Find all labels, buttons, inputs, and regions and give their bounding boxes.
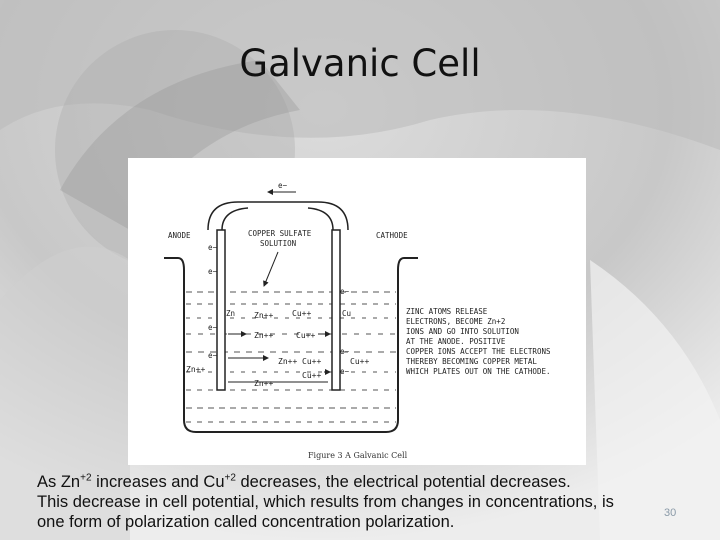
note-line: AT THE ANODE. POSITIVE xyxy=(406,337,506,346)
explanatory-note xyxy=(406,307,551,376)
anode-label: ANODE xyxy=(168,231,191,240)
copper-ion: Cu++ xyxy=(302,357,322,366)
copper-ion: Cu++ xyxy=(296,331,316,340)
figure-caption: Figure 3 A Galvanic Cell xyxy=(308,451,408,460)
electron-label: e− xyxy=(340,347,350,356)
note-line: COPPER IONS ACCEPT THE ELECTRONS xyxy=(406,347,551,356)
solution-label-line1: COPPER SULFATE xyxy=(248,229,312,238)
note-line: WHICH PLATES OUT ON THE CATHODE. xyxy=(406,367,551,376)
electron-label: e− xyxy=(340,287,350,296)
note-line: THEREBY BECOMING COPPER METAL xyxy=(406,357,537,366)
body-superscript: +2 xyxy=(80,472,92,484)
zinc-ion: Zn++ xyxy=(186,365,206,374)
body-text-fragment: As Zn xyxy=(37,473,81,491)
galvanic-cell-diagram xyxy=(128,158,586,465)
electron-label: e− xyxy=(208,267,218,276)
zinc-ion: Zn++ xyxy=(278,357,298,366)
galvanic-cell-figure xyxy=(128,158,586,465)
note-line: ELECTRONS, BECOME Zn+2 xyxy=(406,317,506,326)
copper-ion: Cu++ xyxy=(302,371,322,380)
external-wire xyxy=(208,202,348,230)
beaker-outline xyxy=(164,258,418,432)
electron-label: e− xyxy=(340,367,350,376)
copper-ion: Cu++ xyxy=(292,309,312,318)
body-superscript: +2 xyxy=(224,472,236,484)
slide-body-text xyxy=(37,472,677,532)
zinc-electrode xyxy=(217,230,225,390)
zn-electrode-label: Zn xyxy=(226,309,236,318)
note-line: ZINC ATOMS RELEASE xyxy=(406,307,488,316)
body-line-2: This decrease in cell potential, which results from changes in concentrations, is xyxy=(37,493,614,511)
electron-label: e− xyxy=(208,323,218,332)
body-line-3: one form of polarization called concentration polarization. xyxy=(37,513,455,531)
solution-pointer xyxy=(264,252,278,286)
electron-label: e− xyxy=(208,351,218,360)
body-text-fragment: increases and Cu xyxy=(91,473,225,491)
page-number: 30 xyxy=(664,507,677,519)
copper-electrode xyxy=(332,230,340,390)
copper-ion: Cu++ xyxy=(350,357,370,366)
slide-title: Galvanic Cell xyxy=(239,42,481,85)
cu-electrode-label: Cu xyxy=(342,309,352,318)
cathode-label: CATHODE xyxy=(376,231,408,240)
wire-electron-label: e− xyxy=(278,181,288,190)
zinc-ion: Zn++ xyxy=(254,379,274,388)
zinc-ion: Zn++ xyxy=(254,331,274,340)
solution-label-line2: SOLUTION xyxy=(260,239,297,248)
electron-label: e− xyxy=(208,243,218,252)
note-line: IONS AND GO INTO SOLUTION xyxy=(406,327,519,336)
zinc-ion: Zn++ xyxy=(254,311,274,320)
body-line-1 xyxy=(37,472,677,492)
body-text-fragment: decreases, the electrical potential decreases. xyxy=(235,473,571,491)
